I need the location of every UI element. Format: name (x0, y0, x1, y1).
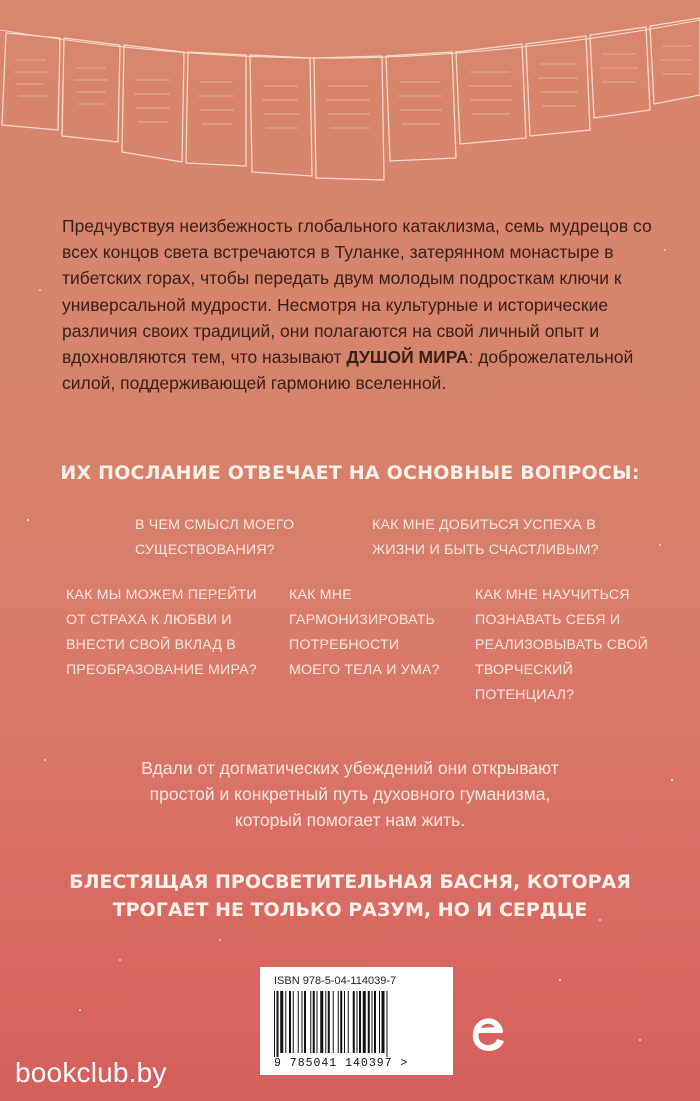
barcode-bar (304, 991, 306, 1053)
barcode-bar (289, 991, 291, 1053)
barcode-bar (274, 991, 275, 1057)
questions-heading: ИХ ПОСЛАНИЕ ОТВЕЧАЕТ НА ОСНОВНЫЕ ВОПРОСЫ: (60, 462, 640, 484)
barcode-bar (348, 991, 349, 1053)
question-self-knowledge: КАК МНЕ НАУЧИТЬСЯ ПОЗНАВАТЬ СЕБЯ И РЕАЛИЗОВЫВАТЬ СВОЙ ТВОРЧЕСКИЙ ПОТЕНЦИАЛ? (475, 587, 649, 703)
tagline-line-2: ТРОГАЕТ НЕ ТОЛЬКО РАЗУМ, НО И СЕРДЦЕ (112, 899, 588, 921)
isbn-number: ISBN 978-5-04-114039-7 (274, 975, 397, 987)
flag-8 (456, 44, 526, 144)
flag-11 (650, 18, 700, 104)
question-meaning: В ЧЕМ СМЫСЛ МОЕГО СУЩЕСТВОВАНИЯ? (135, 517, 295, 558)
barcode-bar (379, 991, 380, 1053)
barcode-bar (280, 991, 283, 1053)
barcode-bar (285, 991, 286, 1053)
flag-5 (250, 55, 312, 176)
flag-2 (62, 38, 120, 142)
barcode-bar (325, 991, 326, 1053)
barcode-bar (338, 991, 339, 1053)
flag-9 (526, 36, 590, 136)
tagline-line-1: БЛЕСТЯЩАЯ ПРОСВЕТИТЕЛЬНАЯ БАСНЯ, КОТОРАЯ (69, 871, 631, 893)
barcode-bar (277, 991, 279, 1057)
isbn-barcode (260, 967, 453, 1075)
barcode-bar (298, 991, 299, 1053)
question-success: КАК МНЕ ДОБИТЬСЯ УСПЕХА В ЖИЗНИ И БЫТЬ СЧАСТЛИВЫМ? (372, 517, 599, 558)
barcode-bar (313, 991, 315, 1053)
soul-of-world-highlight: ДУШОЙ МИРА (346, 347, 469, 368)
flag-10 (590, 27, 650, 118)
barcode-bar (333, 991, 334, 1053)
barcode-bar (357, 991, 358, 1053)
prayer-flags-illustration (0, 0, 700, 190)
tagline (0, 868, 700, 924)
barcode-digits: 9 785041 140397 > (274, 1057, 409, 1070)
barcode-bar (353, 991, 355, 1053)
publisher-logo-icon (467, 1013, 507, 1057)
barcode-bar (363, 991, 366, 1053)
watermark-site: bookclub.by (15, 1057, 167, 1088)
flag-1 (2, 33, 60, 130)
barcode-bar (320, 991, 323, 1053)
intro-paragraph: Предчувствуя неизбежность глобального катаклизма, семь мудрецов со всех концов света встречаются в Туланке, затерянном монастыре в тибетских горах, чтобы передать двум молодым подросткам ключи к универсальной мудрости. Несмотря на культурные и исторические различия своих традиций, они полагаются на свой личный опыт и вдохновляются тем, что называют ДУШОЙ МИРА: доброжелательной силой, поддерживающей гармонию вселенной. (62, 216, 652, 394)
barcode-bar (340, 991, 342, 1053)
question-body-mind: КАК МНЕ ГАРМОНИЗИРОВАТЬ ПОТРЕБНОСТИ МОЕГО ТЕЛА И УМА? (289, 587, 440, 678)
question-fear-to-love: КАК МЫ МОЖЕМ ПЕРЕЙТИ ОТ СТРАХА К ЛЮБВИ И ВНЕСТИ СВОЙ ВКЛАД В ПРЕОБРАЗОВАНИЕ МИРА? (66, 587, 257, 678)
barcode-bar (310, 991, 311, 1053)
flag-3 (122, 45, 184, 162)
barcode-bar (344, 991, 345, 1053)
flag-7 (386, 52, 456, 161)
barcode-bar (372, 991, 373, 1053)
outro-paragraph: Вдали от догматических убеждений они открывают простой и конкретный путь духовного гуманизма, который помогает нам жить. (141, 758, 559, 831)
barcode-bar (368, 991, 370, 1053)
flag-6 (314, 56, 384, 180)
barcode-bar (359, 991, 361, 1053)
barcode-bar (293, 991, 294, 1053)
barcode-bar (328, 991, 330, 1053)
barcode-bar (302, 991, 303, 1053)
barcode-bar (382, 991, 385, 1053)
barcode-bar (374, 991, 376, 1053)
flag-4 (186, 52, 246, 166)
barcode-bar (317, 991, 318, 1053)
barcode-bar (387, 991, 388, 1057)
